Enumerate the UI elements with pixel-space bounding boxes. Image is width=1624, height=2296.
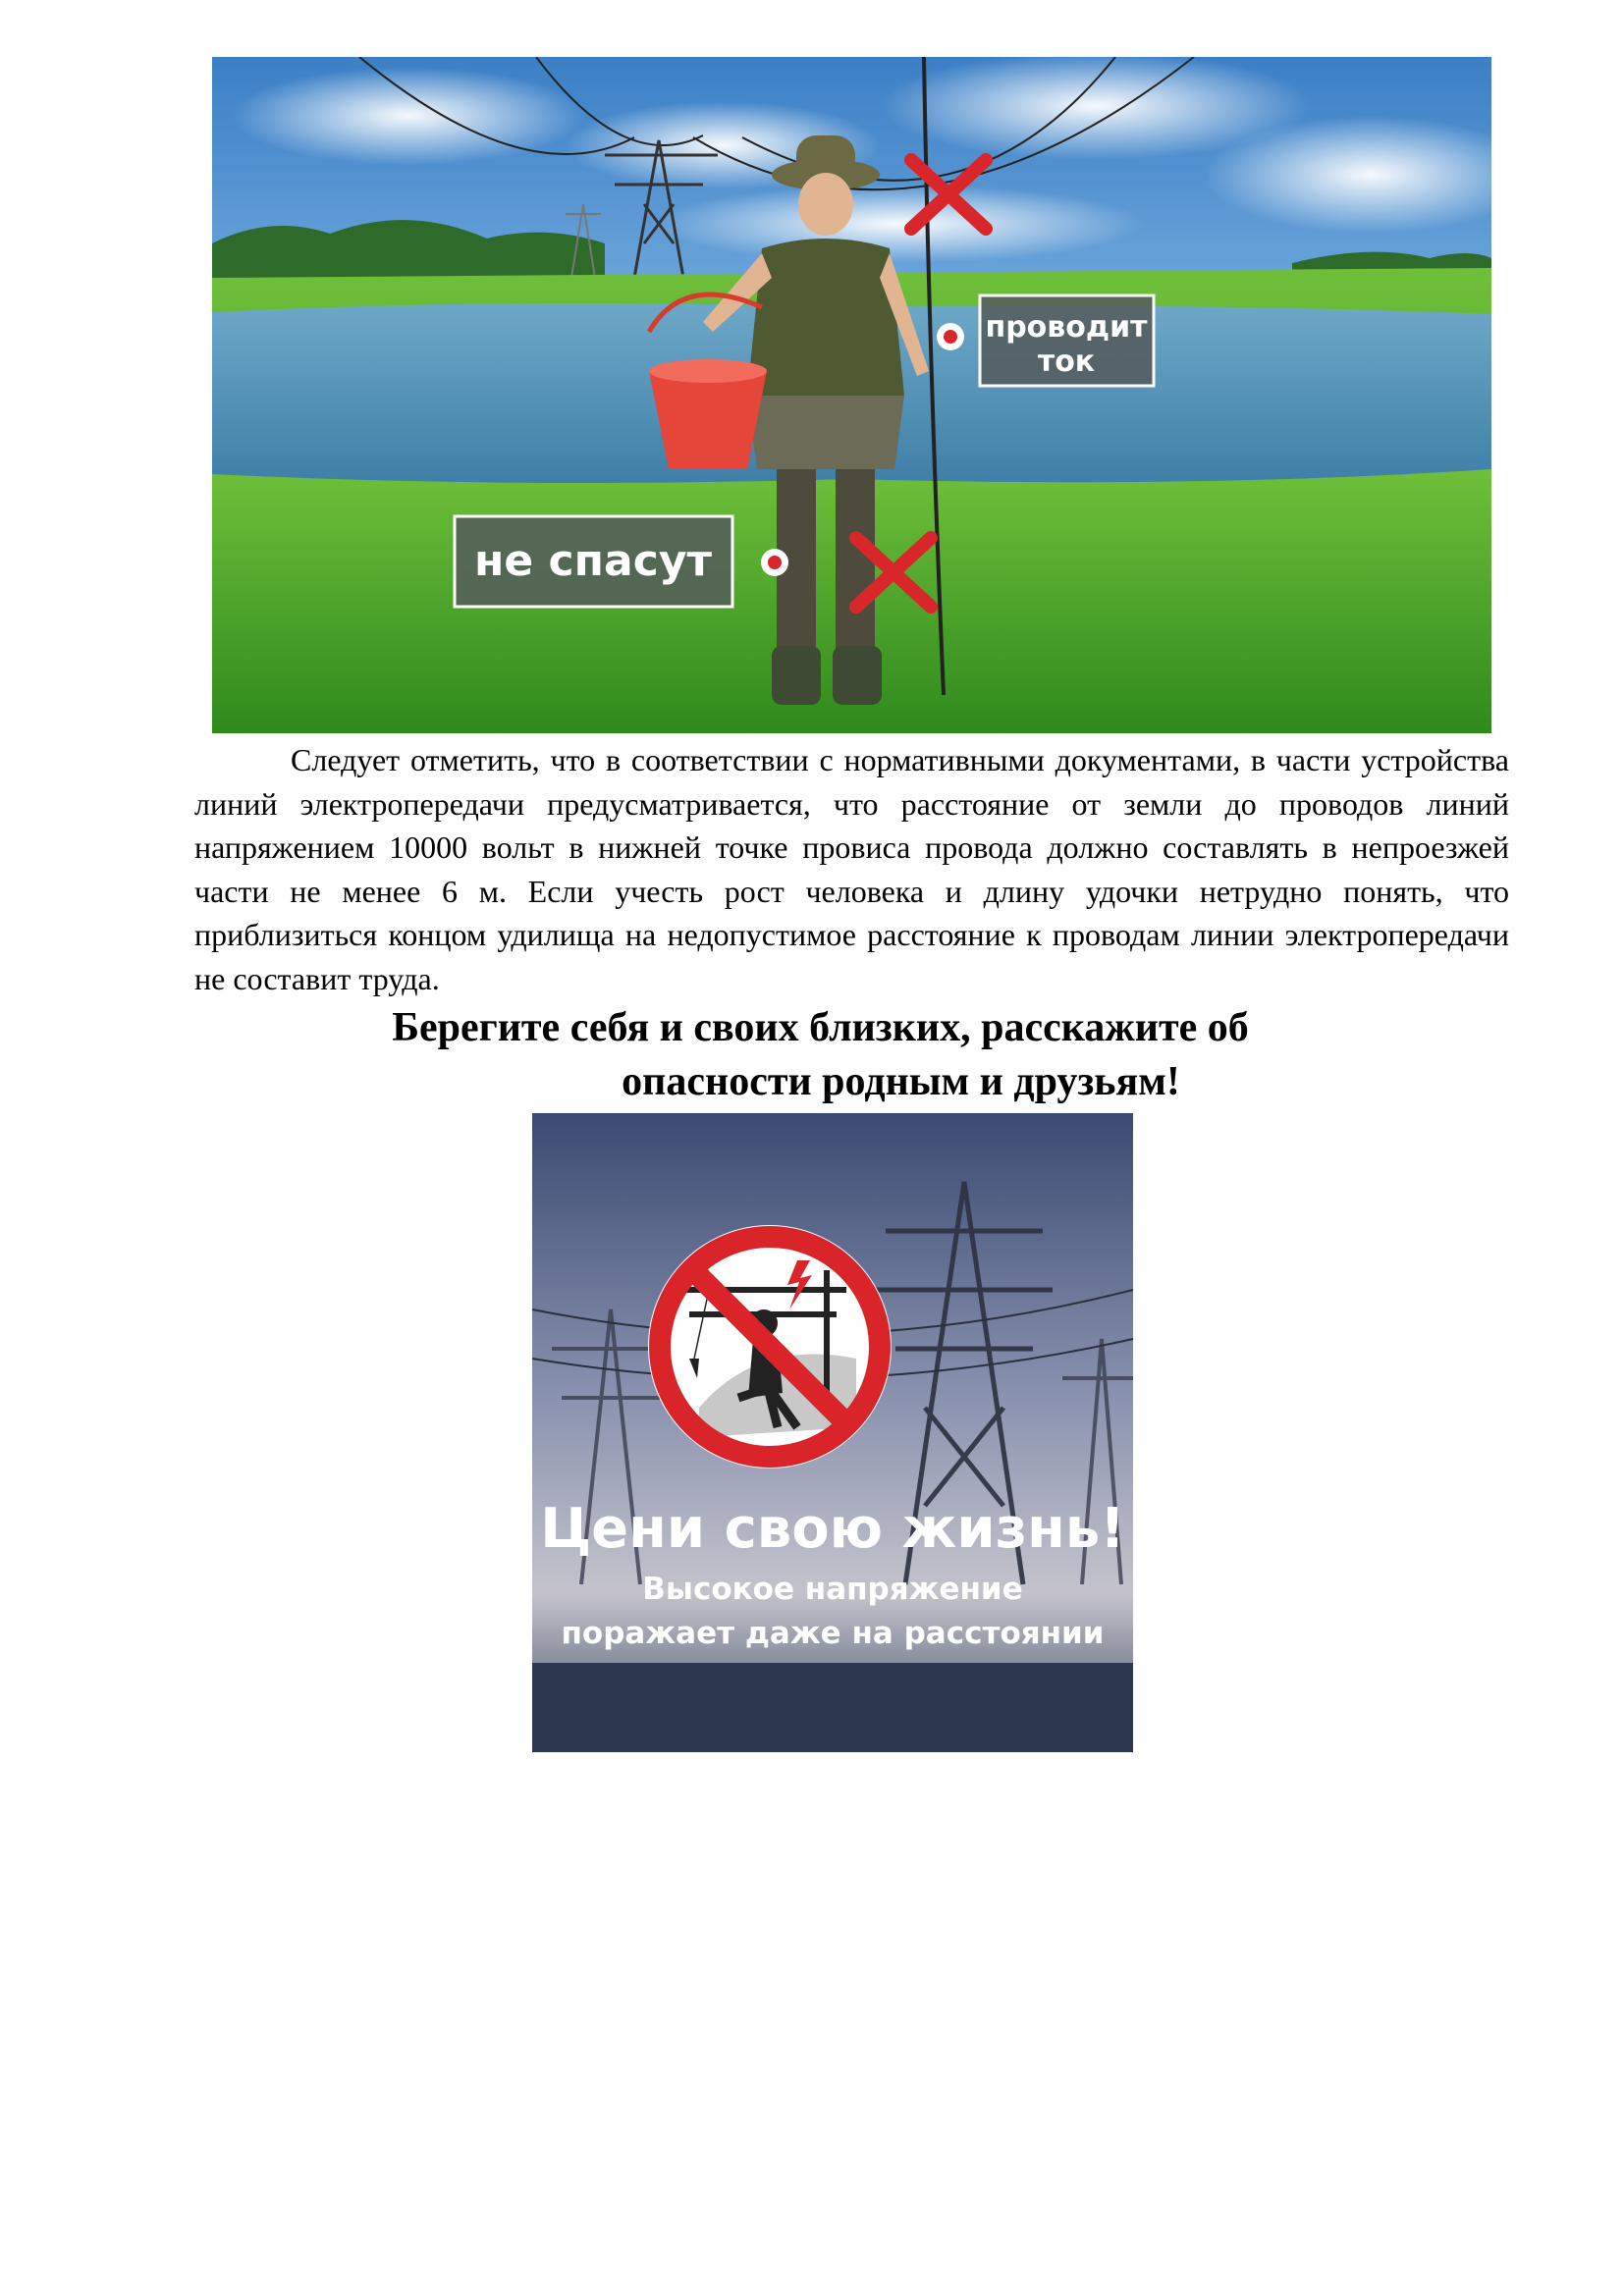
high-voltage-poster	[532, 1113, 1133, 1752]
call-to-action-heading	[194, 1001, 1509, 1109]
poster-subtitle-line-2: поражает даже на расстоянии	[561, 1616, 1105, 1651]
poster-subtitle-line-1: Высокое напряжение	[642, 1572, 1023, 1607]
svg-text:проводит: проводит	[985, 310, 1148, 345]
heading-line-2: опасности родным и друзьям!	[622, 1059, 1180, 1104]
heading-line-1: Берегите себя и своих близких, расскажите об	[392, 1005, 1249, 1050]
svg-text:не спасут: не спасут	[474, 536, 712, 586]
label-conducts-current	[980, 295, 1154, 386]
no-fishing-near-powerline-icon	[648, 1225, 892, 1468]
body-paragraph: Следует отметить, что в соответствии с нормативными документами, в части устройства линий электропередачи предусматривается, что расстояние от земли до проводов линий напряжением 10000 вольт в нижней точке провиса провода должно составлять в непроезжей части не менее 6 м. Если учесть рост человека и длину удочки нетрудно понять, что приблизиться концом удилища на недопустимое расстояние к проводам линии электропередачи не составит труда.	[194, 742, 1509, 996]
fisherman-safety-photo	[212, 57, 1491, 733]
svg-text:ток: ток	[1037, 345, 1096, 379]
label-will-not-save	[455, 516, 732, 607]
poster-title: Цени свою жизнь!	[540, 1497, 1125, 1561]
